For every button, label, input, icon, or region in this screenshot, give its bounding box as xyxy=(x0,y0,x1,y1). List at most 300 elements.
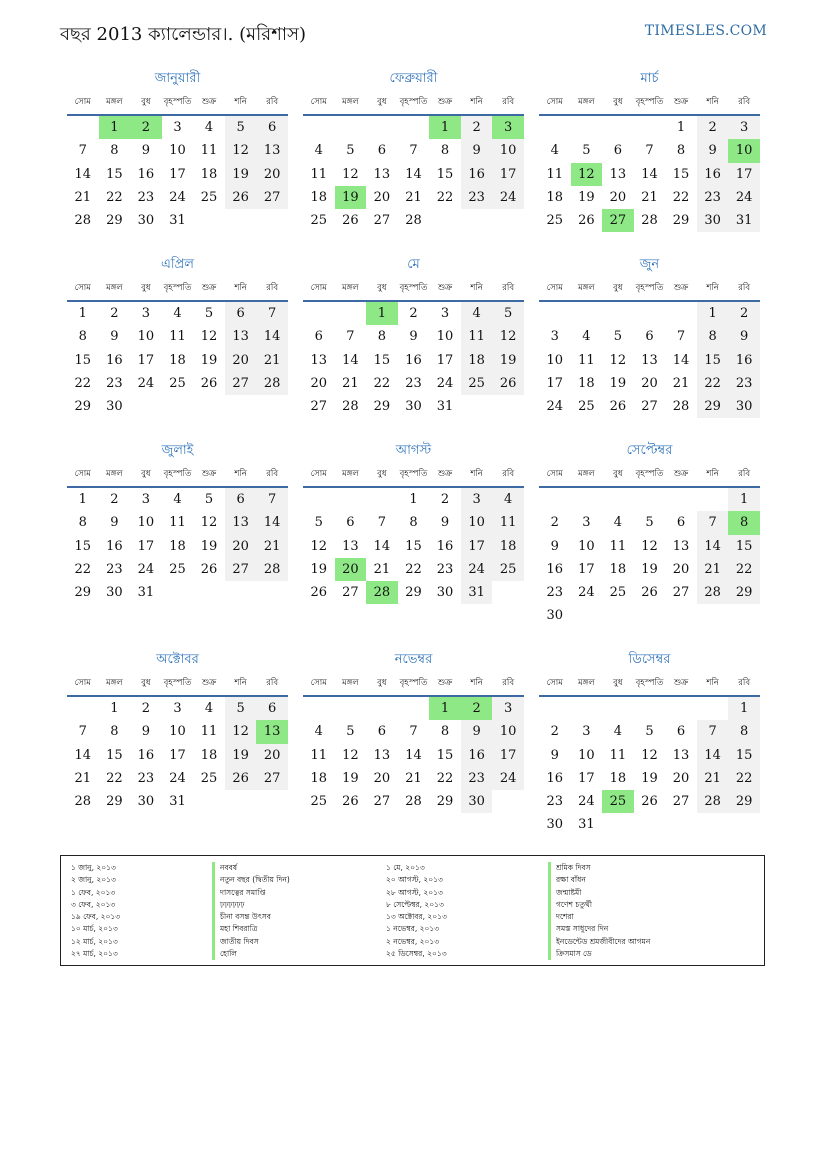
day-cell-holiday: 20 xyxy=(335,558,367,581)
day-cell: 5 xyxy=(225,697,257,720)
day-cell-holiday: 28 xyxy=(366,581,398,604)
weekday-label: মঙ্গল xyxy=(105,97,123,107)
day-cell: 22 xyxy=(672,189,690,205)
day-cell: 26 xyxy=(310,585,328,601)
day-cell: 20 xyxy=(373,770,391,786)
day-cell: 17 xyxy=(436,352,454,368)
day-blank xyxy=(366,488,398,511)
weekday-label: সোম xyxy=(546,97,563,107)
weekday-label: শুক্র xyxy=(437,469,453,479)
day-cell: 30 xyxy=(405,399,422,415)
day-cell: 29 xyxy=(697,395,729,418)
day-cell: 24 xyxy=(461,558,493,581)
day-cell: 19 xyxy=(342,770,359,786)
day-cell: 11 xyxy=(310,747,328,763)
day-cell: 29 xyxy=(728,581,760,604)
day-blank xyxy=(539,697,571,720)
day-cell: 16 xyxy=(697,163,729,186)
day-blank xyxy=(539,488,571,511)
holiday-name: ক্রিসমাস ডে xyxy=(548,948,650,960)
day-grid xyxy=(539,302,760,418)
weekday-label: রবি xyxy=(502,678,515,688)
holiday-name: দাসত্বের সমাপ্তি xyxy=(212,887,290,899)
weekday-label: সোম xyxy=(546,283,563,293)
weekday-label: শনি xyxy=(470,678,483,688)
day-blank xyxy=(602,116,634,139)
day-cell: 13 xyxy=(373,747,391,763)
day-cell: 16 xyxy=(546,561,564,577)
day-cell: 27 xyxy=(225,558,257,581)
day-cell: 22 xyxy=(728,767,760,790)
day-blank xyxy=(303,116,335,139)
day-cell: 23 xyxy=(405,375,422,391)
day-cell: 24 xyxy=(137,561,155,577)
day-cell: 21 xyxy=(697,558,729,581)
day-cell: 27 xyxy=(256,767,288,790)
day-cell: 12 xyxy=(310,538,328,554)
day-cell: 7 xyxy=(256,302,288,325)
site-name[interactable]: TIMESLES.COM xyxy=(644,23,767,39)
weekday-label: রবি xyxy=(266,469,279,479)
day-cell: 10 xyxy=(137,515,155,531)
day-cell: 2 xyxy=(461,116,493,139)
day-cell: 15 xyxy=(74,352,92,368)
day-blank xyxy=(571,697,603,720)
weekday-label: শুক্র xyxy=(673,469,689,479)
day-cell: 20 xyxy=(225,535,257,558)
weekday-header xyxy=(67,90,288,116)
day-cell: 15 xyxy=(436,166,454,182)
day-cell: 25 xyxy=(461,372,493,395)
day-cell: 8 xyxy=(728,720,760,743)
day-cell: 22 xyxy=(373,375,391,391)
day-cell: 18 xyxy=(310,189,328,205)
holiday-date: ১ নভেম্বর, ২০১৩ xyxy=(386,924,440,934)
day-cell: 7 xyxy=(697,720,729,743)
day-cell: 15 xyxy=(106,747,123,763)
day-cell: 16 xyxy=(137,747,155,763)
day-cell: 13 xyxy=(225,511,257,534)
day-cell: 17 xyxy=(728,163,760,186)
day-cell: 6 xyxy=(225,302,257,325)
weekday-header xyxy=(67,276,288,302)
day-cell: 4 xyxy=(613,724,623,740)
weekday-label: বুধ xyxy=(141,469,151,479)
weekday-label: বৃহস্পতি xyxy=(399,97,428,107)
weekday-label: সোম xyxy=(310,283,327,293)
day-cell: 1 xyxy=(676,120,686,135)
weekday-label: মঙ্গল xyxy=(341,97,359,107)
day-cell: 3 xyxy=(173,701,182,716)
day-cell: 3 xyxy=(728,116,760,139)
day-cell: 23 xyxy=(137,189,155,205)
day-cell: 3 xyxy=(582,724,591,740)
day-cell: 14 xyxy=(641,166,658,182)
day-cell: 1 xyxy=(78,306,87,321)
day-cell: 30 xyxy=(546,817,564,833)
day-cell: 23 xyxy=(546,585,564,601)
day-cell: 27 xyxy=(641,399,658,415)
day-cell: 2 xyxy=(409,306,418,321)
day-cell: 10 xyxy=(436,329,454,345)
day-cell: 28 xyxy=(697,581,729,604)
weekday-label: সোম xyxy=(310,469,327,479)
weekday-header xyxy=(67,671,288,697)
day-blank xyxy=(634,697,666,720)
day-cell: 7 xyxy=(697,511,729,534)
weekday-label: শুক্র xyxy=(201,283,217,293)
day-cell-holiday: 2 xyxy=(130,116,162,139)
day-cell: 2 xyxy=(110,306,119,321)
day-cell: 20 xyxy=(256,163,288,186)
day-cell: 27 xyxy=(672,794,690,810)
day-cell: 21 xyxy=(342,375,359,391)
day-cell: 3 xyxy=(141,492,151,507)
day-cell: 17 xyxy=(578,561,595,577)
day-cell: 14 xyxy=(256,325,288,348)
day-cell: 21 xyxy=(74,189,92,205)
day-blank xyxy=(539,302,571,325)
day-cell: 27 xyxy=(672,585,690,601)
holiday-name: রক্ষা বাঁধন xyxy=(548,874,650,886)
day-cell: 3 xyxy=(141,306,151,321)
weekday-label: বুধ xyxy=(613,469,623,479)
weekday-label: শুক্র xyxy=(673,678,689,688)
day-cell: 17 xyxy=(137,352,155,368)
day-cell: 21 xyxy=(74,770,92,786)
day-cell: 9 xyxy=(141,724,151,740)
day-cell: 1 xyxy=(409,492,418,507)
day-cell: 3 xyxy=(173,120,182,135)
day-cell: 14 xyxy=(342,352,359,368)
month-block xyxy=(67,440,288,604)
weekday-label: বৃহস্পতি xyxy=(163,469,192,479)
day-cell: 25 xyxy=(200,189,218,205)
holiday-list xyxy=(60,855,765,966)
weekday-label: বৃহস্পতি xyxy=(635,97,664,107)
holiday-name: ঢ়ঢ়ঢ়ঢ়ঢ়ঢ় xyxy=(212,899,290,911)
day-cell: 23 xyxy=(137,770,155,786)
day-cell: 6 xyxy=(256,116,288,139)
day-cell: 6 xyxy=(676,515,686,531)
day-cell: 19 xyxy=(578,189,595,205)
day-grid xyxy=(67,488,288,604)
day-cell: 16 xyxy=(106,352,123,368)
day-cell: 22 xyxy=(728,558,760,581)
day-cell: 24 xyxy=(546,399,564,415)
day-cell: 29 xyxy=(672,213,690,229)
weekday-label: বৃহস্পতি xyxy=(399,469,428,479)
day-cell: 11 xyxy=(461,325,493,348)
holiday-date: ২৮ আগস্ট, ২০১৩ xyxy=(386,887,443,897)
day-cell: 14 xyxy=(256,511,288,534)
day-cell: 2 xyxy=(110,492,119,507)
day-cell: 24 xyxy=(169,770,186,786)
holiday-names-left xyxy=(212,862,290,960)
weekday-label: সোম xyxy=(74,97,91,107)
day-cell: 16 xyxy=(436,538,454,554)
day-cell: 27 xyxy=(373,794,391,810)
weekday-label: রবি xyxy=(738,469,751,479)
day-cell: 25 xyxy=(546,213,564,229)
day-cell: 10 xyxy=(546,352,564,368)
holiday-name: চীনা বসন্ত উৎসব xyxy=(212,911,290,923)
weekday-header xyxy=(539,276,760,302)
day-cell: 23 xyxy=(728,372,760,395)
day-cell: 24 xyxy=(492,186,524,209)
day-cell-holiday: 1 xyxy=(429,116,461,139)
weekday-label: শুক্র xyxy=(437,97,453,107)
day-cell: 13 xyxy=(256,139,288,162)
day-cell: 3 xyxy=(582,515,591,531)
day-grid xyxy=(539,488,760,628)
day-blank xyxy=(335,116,367,139)
day-cell: 31 xyxy=(578,817,595,833)
day-cell: 26 xyxy=(200,561,218,577)
weekday-label: শুক্র xyxy=(437,678,453,688)
weekday-label: বৃহস্পতি xyxy=(399,283,428,293)
day-cell: 2 xyxy=(550,724,559,740)
day-cell: 21 xyxy=(672,375,690,391)
day-cell: 30 xyxy=(728,395,760,418)
day-blank xyxy=(303,697,335,720)
day-cell: 2 xyxy=(440,492,450,507)
day-cell: 7 xyxy=(377,515,387,531)
day-cell: 26 xyxy=(225,767,257,790)
day-cell: 29 xyxy=(74,399,92,415)
day-cell: 25 xyxy=(310,794,328,810)
weekday-label: রবি xyxy=(738,283,751,293)
day-cell: 12 xyxy=(225,139,257,162)
day-cell: 18 xyxy=(169,538,186,554)
day-cell-holiday: 2 xyxy=(461,697,493,720)
day-cell: 18 xyxy=(461,349,493,372)
day-cell: 28 xyxy=(256,372,288,395)
weekday-label: মঙ্গল xyxy=(105,283,123,293)
day-cell: 27 xyxy=(256,186,288,209)
day-cell: 24 xyxy=(578,585,595,601)
day-cell: 29 xyxy=(436,794,454,810)
day-cell: 18 xyxy=(546,189,564,205)
weekday-header xyxy=(67,462,288,488)
day-cell: 29 xyxy=(728,790,760,813)
day-cell: 13 xyxy=(342,538,359,554)
day-cell: 27 xyxy=(225,372,257,395)
weekday-label: রবি xyxy=(738,97,751,107)
day-cell: 28 xyxy=(74,213,92,229)
day-cell: 9 xyxy=(409,329,418,345)
day-cell: 1 xyxy=(697,302,729,325)
day-grid xyxy=(303,302,524,418)
day-blank xyxy=(398,697,430,720)
day-cell: 1 xyxy=(110,701,119,716)
day-cell: 13 xyxy=(672,747,690,763)
month-block xyxy=(303,254,524,418)
weekday-label: শনি xyxy=(234,97,247,107)
weekday-label: সোম xyxy=(546,469,563,479)
day-cell: 28 xyxy=(256,558,288,581)
day-cell: 14 xyxy=(373,538,391,554)
day-blank xyxy=(67,116,99,139)
day-cell: 26 xyxy=(342,213,359,229)
day-cell: 5 xyxy=(645,724,654,740)
weekday-label: মঙ্গল xyxy=(341,678,359,688)
day-cell: 13 xyxy=(373,166,391,182)
day-blank xyxy=(697,488,729,511)
day-cell: 13 xyxy=(225,325,257,348)
day-cell: 28 xyxy=(405,213,422,229)
day-cell: 4 xyxy=(461,302,493,325)
day-cell: 9 xyxy=(461,139,493,162)
month-name: এপ্রিল xyxy=(161,257,194,272)
day-cell: 11 xyxy=(169,515,186,531)
day-cell: 14 xyxy=(672,352,690,368)
day-cell: 11 xyxy=(200,724,218,740)
day-cell: 13 xyxy=(641,352,658,368)
holiday-date: ২৭ মার্চ, ২০১৩ xyxy=(71,949,118,959)
weekday-label: মঙ্গল xyxy=(105,678,123,688)
day-cell-holiday: 25 xyxy=(602,790,634,813)
weekday-label: বুধ xyxy=(613,678,623,688)
day-cell: 7 xyxy=(78,724,87,740)
day-cell: 28 xyxy=(697,790,729,813)
day-cell: 13 xyxy=(609,166,627,182)
weekday-header xyxy=(539,462,760,488)
day-cell: 17 xyxy=(492,744,524,767)
day-cell: 21 xyxy=(405,770,422,786)
weekday-label: বৃহস্পতি xyxy=(399,678,428,688)
day-cell: 11 xyxy=(200,143,218,159)
weekday-label: সোম xyxy=(74,678,91,688)
day-cell: 17 xyxy=(546,375,564,391)
holiday-date: ১ ফেব, ২০১৩ xyxy=(71,887,116,897)
weekday-label: শনি xyxy=(706,678,719,688)
day-cell: 6 xyxy=(256,697,288,720)
holiday-date: ৮ সেপ্টেম্বর, ২০১৩ xyxy=(386,899,444,909)
day-cell: 24 xyxy=(728,186,760,209)
day-cell: 24 xyxy=(492,767,524,790)
weekday-label: মঙ্গল xyxy=(577,283,595,293)
day-cell: 19 xyxy=(200,538,218,554)
day-cell: 19 xyxy=(641,561,658,577)
day-cell: 16 xyxy=(405,352,422,368)
day-cell: 19 xyxy=(492,349,524,372)
holiday-date: ১০ মার্চ, ২০১৩ xyxy=(71,924,118,934)
day-blank xyxy=(335,697,367,720)
holiday-date: ১ জানু, ২০১৩ xyxy=(71,863,116,872)
day-cell: 24 xyxy=(436,375,454,391)
day-cell: 8 xyxy=(676,143,686,159)
day-cell: 21 xyxy=(256,535,288,558)
day-grid xyxy=(67,302,288,418)
weekday-label: মঙ্গল xyxy=(341,469,359,479)
day-cell: 18 xyxy=(200,747,218,763)
weekday-label: শনি xyxy=(706,469,719,479)
day-cell: 30 xyxy=(546,608,564,624)
day-cell: 7 xyxy=(409,143,418,159)
day-cell: 19 xyxy=(641,770,658,786)
day-blank xyxy=(697,697,729,720)
weekday-label: বুধ xyxy=(141,678,151,688)
weekday-label: বৃহস্পতি xyxy=(635,469,664,479)
weekday-label: শনি xyxy=(706,283,719,293)
day-cell: 5 xyxy=(346,724,355,740)
day-cell: 15 xyxy=(106,166,123,182)
day-cell: 8 xyxy=(110,724,119,740)
day-cell: 9 xyxy=(110,329,119,345)
day-cell: 7 xyxy=(346,329,355,345)
weekday-label: মঙ্গল xyxy=(341,283,359,293)
day-cell-holiday: 27 xyxy=(602,209,634,232)
holiday-date: ১২ মার্চ, ২০১৩ xyxy=(71,936,118,946)
day-cell: 22 xyxy=(74,375,92,391)
day-cell: 29 xyxy=(74,585,92,601)
weekday-label: রবি xyxy=(738,678,751,688)
day-cell: 22 xyxy=(436,770,454,786)
day-cell: 15 xyxy=(373,352,391,368)
day-cell: 12 xyxy=(200,515,218,531)
day-cell: 19 xyxy=(609,375,627,391)
weekday-label: রবি xyxy=(266,678,279,688)
holiday-name: হোলি xyxy=(212,948,290,960)
day-cell: 8 xyxy=(697,325,729,348)
day-cell: 26 xyxy=(492,372,524,395)
day-grid xyxy=(303,697,524,813)
day-cell: 24 xyxy=(578,794,595,810)
day-cell: 30 xyxy=(137,213,155,229)
month-block xyxy=(539,649,760,837)
day-cell: 14 xyxy=(74,747,92,763)
day-blank xyxy=(366,116,398,139)
day-cell: 22 xyxy=(106,189,123,205)
holiday-name: ইনডেন্টেড শ্রমজীবীদের আগমন xyxy=(548,936,650,948)
day-cell: 11 xyxy=(609,747,627,763)
day-cell: 11 xyxy=(578,352,595,368)
day-cell: 30 xyxy=(461,790,493,813)
day-cell: 21 xyxy=(256,349,288,372)
day-blank xyxy=(398,116,430,139)
day-cell: 18 xyxy=(492,535,524,558)
day-cell: 27 xyxy=(310,399,328,415)
day-blank xyxy=(366,697,398,720)
day-cell: 14 xyxy=(697,744,729,767)
holiday-date: ২৫ ডিসেম্বর, ২০১৩ xyxy=(386,949,447,959)
holiday-name: জাতীয় দিবস xyxy=(212,936,290,948)
day-cell: 6 xyxy=(346,515,355,531)
day-cell: 19 xyxy=(200,352,218,368)
day-cell: 15 xyxy=(728,535,760,558)
holiday-name: নতুন বছর (দ্বিতীয় দিন) xyxy=(212,874,290,886)
day-cell: 8 xyxy=(409,515,418,531)
day-cell: 28 xyxy=(342,399,359,415)
day-cell: 11 xyxy=(310,166,328,182)
weekday-header xyxy=(303,671,524,697)
day-cell: 20 xyxy=(225,349,257,372)
month-name: মার্চ xyxy=(640,71,659,86)
weekday-label: শুক্র xyxy=(673,97,689,107)
weekday-label: বুধ xyxy=(377,678,387,688)
day-blank xyxy=(602,302,634,325)
day-cell: 22 xyxy=(106,770,123,786)
weekday-label: সোম xyxy=(546,678,563,688)
month-block xyxy=(539,68,760,232)
weekday-label: রবি xyxy=(502,469,515,479)
day-cell: 22 xyxy=(74,561,92,577)
day-cell: 10 xyxy=(137,329,155,345)
day-cell: 5 xyxy=(204,306,214,321)
day-cell-holiday: 1 xyxy=(429,697,461,720)
day-cell: 12 xyxy=(225,720,257,743)
